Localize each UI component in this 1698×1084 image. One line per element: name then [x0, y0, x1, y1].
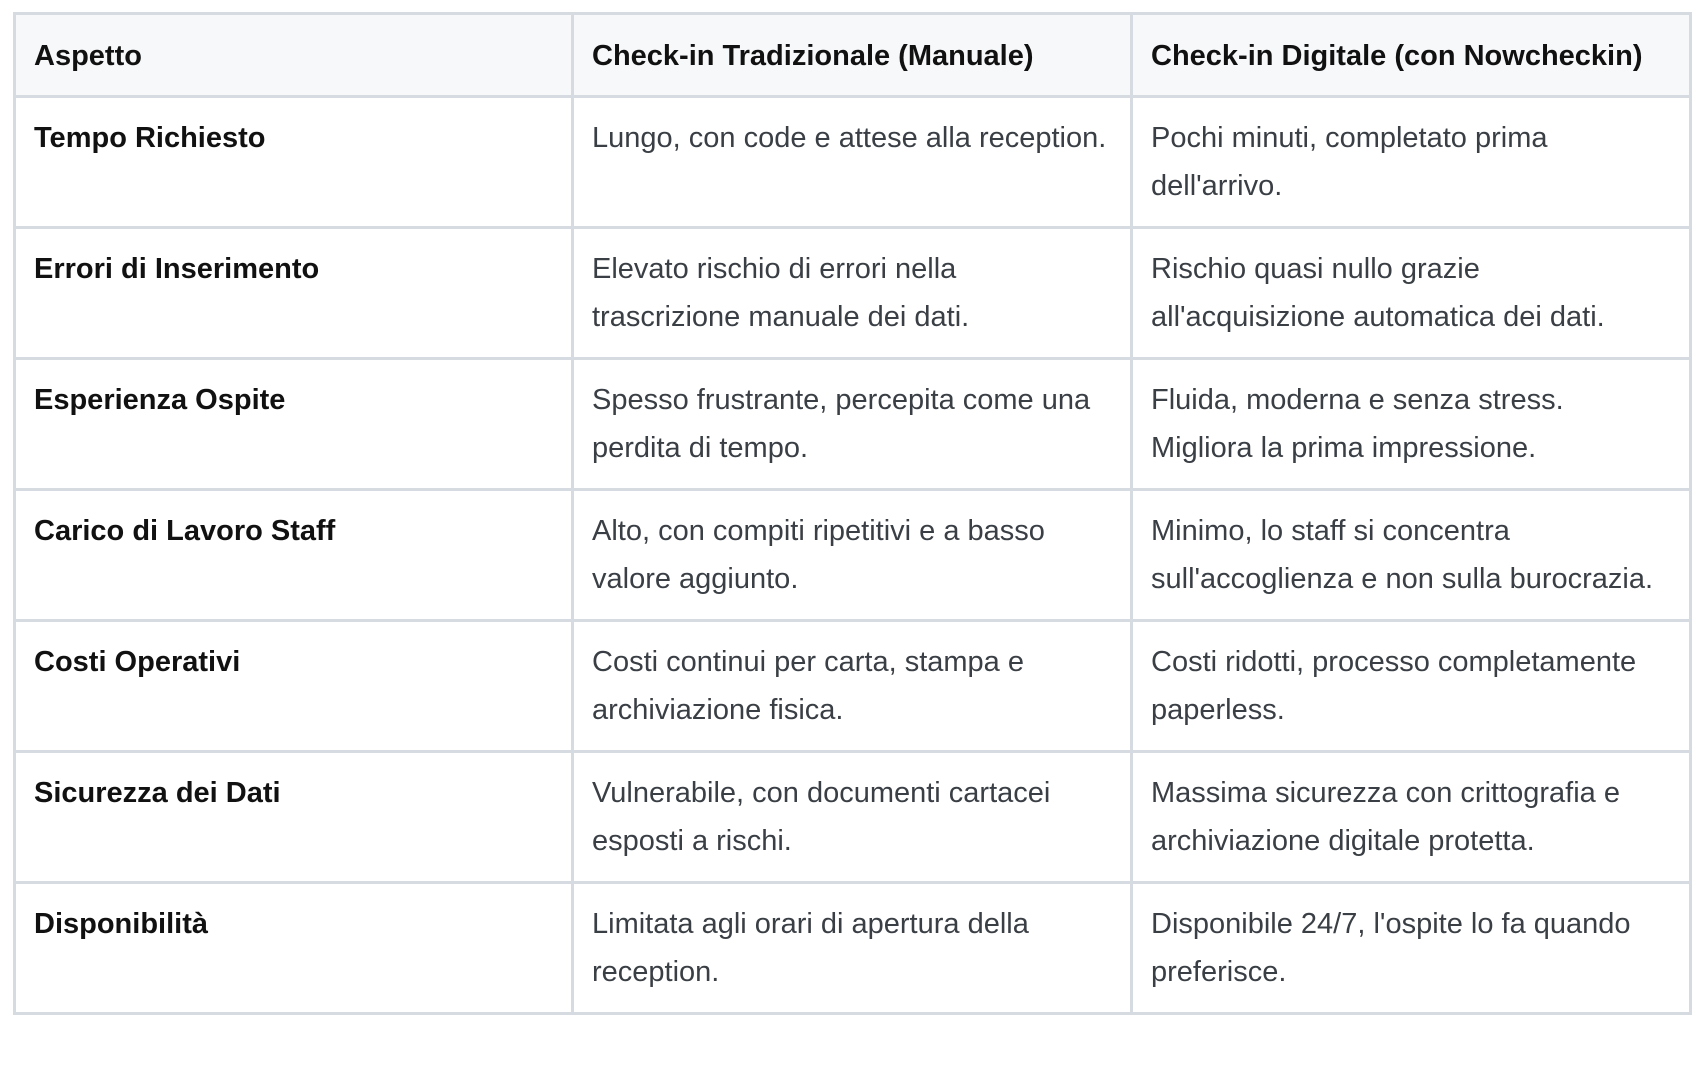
table-body: [15, 97, 1691, 1014]
table-row: [15, 359, 1691, 490]
traditional-cell: Spesso frustrante, percepita come una perdita di tempo.: [573, 359, 1132, 490]
digital-cell: Fluida, moderna e senza stress. Migliora la prima impressione.: [1132, 359, 1691, 490]
column-header-traditional: Check-in Tradizionale (Manuale): [573, 14, 1132, 97]
aspect-cell: Disponibilità: [15, 883, 573, 1014]
traditional-cell: Elevato rischio di errori nella trascrizione manuale dei dati.: [573, 228, 1132, 359]
table-row: [15, 228, 1691, 359]
table-row: [15, 97, 1691, 228]
column-header-digital: Check-in Digitale (con Nowcheckin): [1132, 14, 1691, 97]
digital-cell: Rischio quasi nullo grazie all'acquisizione automatica dei dati.: [1132, 228, 1691, 359]
digital-cell: Minimo, lo staff si concentra sull'accoglienza e non sulla burocrazia.: [1132, 490, 1691, 621]
aspect-cell: Errori di Inserimento: [15, 228, 573, 359]
comparison-table-container: [13, 12, 1689, 1015]
digital-cell: Costi ridotti, processo completamente paperless.: [1132, 621, 1691, 752]
aspect-cell: Esperienza Ospite: [15, 359, 573, 490]
table-header: [15, 14, 1691, 97]
digital-cell: Massima sicurezza con crittografia e archiviazione digitale protetta.: [1132, 752, 1691, 883]
traditional-cell: Costi continui per carta, stampa e archiviazione fisica.: [573, 621, 1132, 752]
digital-cell: Disponibile 24/7, l'ospite lo fa quando preferisce.: [1132, 883, 1691, 1014]
comparison-table: [13, 12, 1692, 1015]
digital-cell: Pochi minuti, completato prima dell'arrivo.: [1132, 97, 1691, 228]
traditional-cell: Vulnerabile, con documenti cartacei esposti a rischi.: [573, 752, 1132, 883]
traditional-cell: Limitata agli orari di apertura della reception.: [573, 883, 1132, 1014]
aspect-cell: Carico di Lavoro Staff: [15, 490, 573, 621]
traditional-cell: Alto, con compiti ripetitivi e a basso valore aggiunto.: [573, 490, 1132, 621]
column-header-aspect: Aspetto: [15, 14, 573, 97]
table-row: [15, 752, 1691, 883]
aspect-cell: Costi Operativi: [15, 621, 573, 752]
table-row: [15, 490, 1691, 621]
aspect-cell: Sicurezza dei Dati: [15, 752, 573, 883]
aspect-cell: Tempo Richiesto: [15, 97, 573, 228]
table-row: [15, 621, 1691, 752]
traditional-cell: Lungo, con code e attese alla reception.: [573, 97, 1132, 228]
table-row: [15, 883, 1691, 1014]
header-row: [15, 14, 1691, 97]
